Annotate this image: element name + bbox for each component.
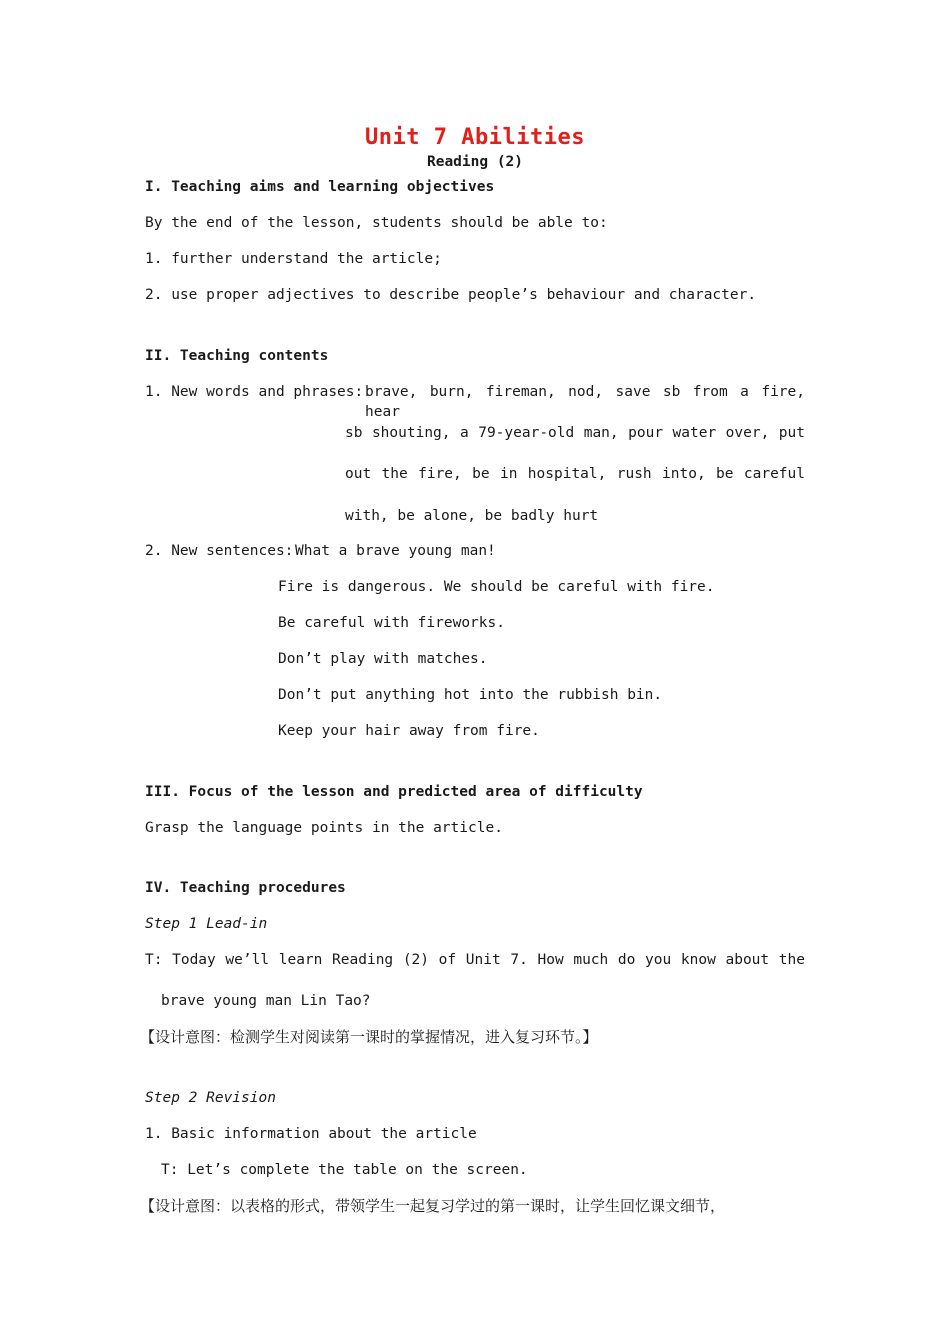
new-sentence-2: Fire is dangerous. We should be careful with fire. bbox=[278, 579, 715, 595]
new-sentence-5: Don’t put anything hot into the rubbish bin. bbox=[278, 687, 663, 703]
new-sentence-1: What a brave young man! bbox=[295, 543, 496, 559]
section-1-item-2: 2. use proper adjectives to describe people’s behaviour and character. bbox=[145, 287, 757, 303]
step-1-design-note: 【设计意图：检测学生对阅读第一课时的掌握情况，进入复习环节。】 bbox=[140, 1028, 598, 1046]
section-1-item-1: 1. further understand the article; bbox=[145, 251, 442, 267]
new-words-line-3: out the fire, be in hospital, rush into, be careful bbox=[345, 466, 805, 482]
step-2-item-1: 1. Basic information about the article bbox=[145, 1126, 477, 1142]
step-2-design-note: 【设计意图：以表格的形式，带领学生一起复习学过的第一课时，让学生回忆课文细节， bbox=[140, 1197, 726, 1215]
document-title: Unit 7 Abilities bbox=[365, 125, 585, 150]
step-1-title: Step 1 Lead-in bbox=[145, 916, 268, 932]
section-1-heading: I. Teaching aims and learning objectives bbox=[145, 179, 495, 195]
new-words-label: 1. New words and phrases: bbox=[145, 384, 364, 400]
step-1-line-2: brave young man Lin Tao? bbox=[161, 993, 371, 1009]
new-words-line-4: with, be alone, be badly hurt bbox=[345, 508, 599, 524]
step-2-title: Step 2 Revision bbox=[145, 1090, 276, 1106]
section-4-heading: IV. Teaching procedures bbox=[145, 880, 346, 896]
new-sentences-label: 2. New sentences: bbox=[145, 543, 294, 559]
new-sentence-6: Keep your hair away from fire. bbox=[278, 723, 540, 739]
section-1-intro: By the end of the lesson, students should be able to: bbox=[145, 215, 608, 231]
document-subtitle: Reading (2) bbox=[426, 154, 524, 170]
new-sentence-4: Don’t play with matches. bbox=[278, 651, 488, 667]
step-2-teacher-line: T: Let’s complete the table on the screen. bbox=[161, 1162, 528, 1178]
section-2-heading: II. Teaching contents bbox=[145, 348, 329, 364]
section-3-heading: III. Focus of the lesson and predicted area of difficulty bbox=[145, 784, 643, 800]
section-3-text: Grasp the language points in the article. bbox=[145, 820, 503, 836]
new-sentence-3: Be careful with fireworks. bbox=[278, 615, 505, 631]
new-words-line-1: brave, burn, fireman, nod, save sb from a fire, hear bbox=[365, 384, 805, 420]
step-1-line-1: T: Today we’ll learn Reading (2) of Unit 7. How much do you know about the bbox=[145, 952, 805, 968]
new-words-line-2: sb shouting, a 79-year-old man, pour water over, put bbox=[345, 425, 805, 441]
